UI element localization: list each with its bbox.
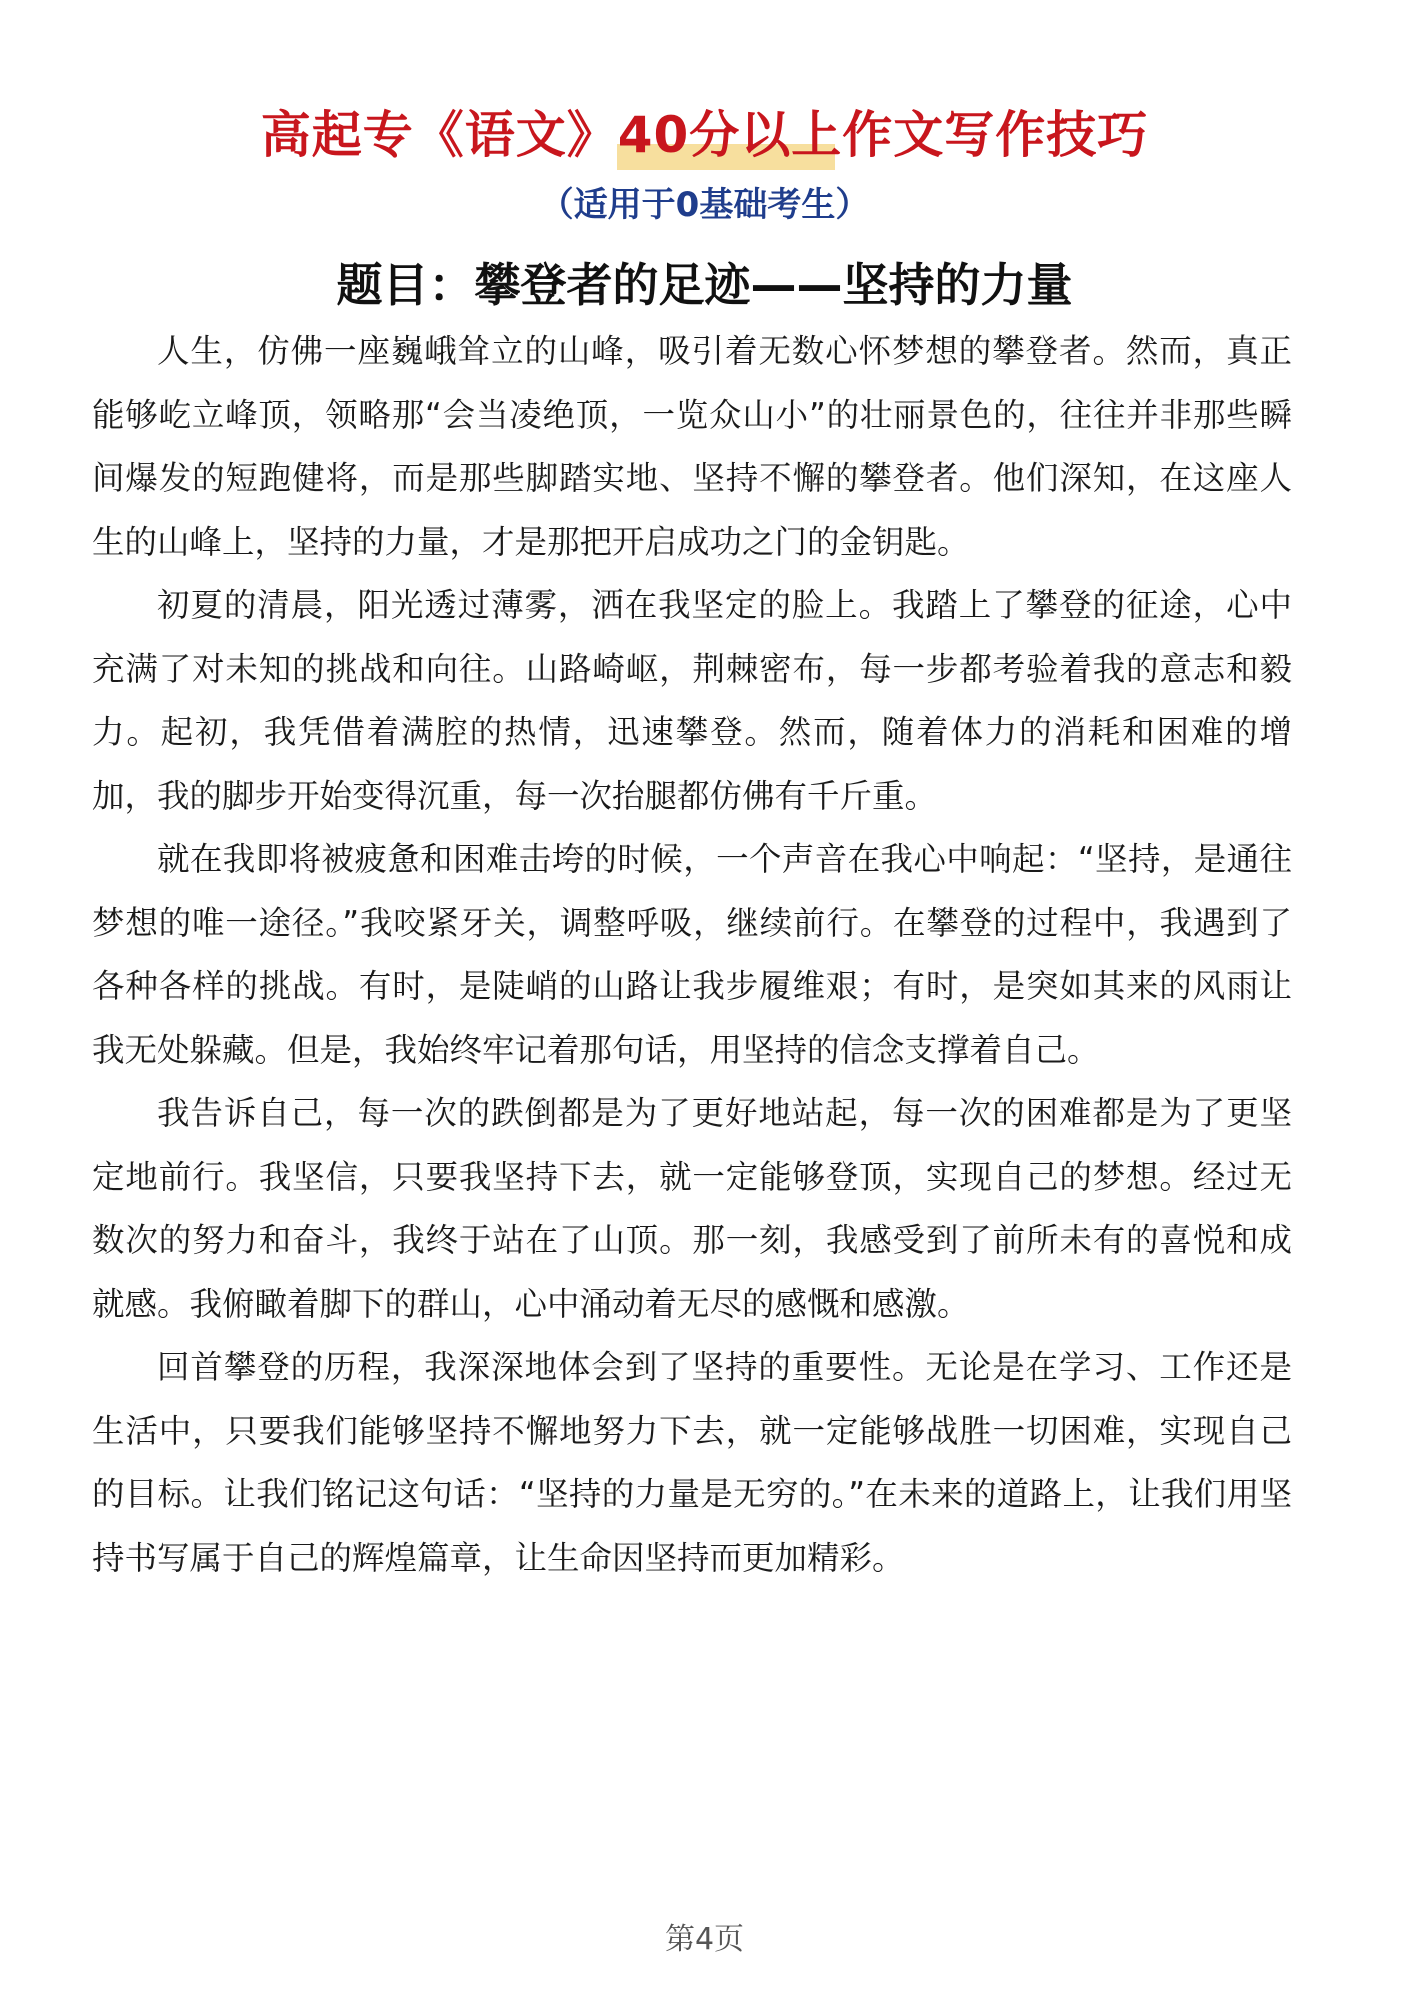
essay-title: 题目：攀登者的足迹——坚持的力量 [336,258,1073,312]
page-subtitle: （适用于0基础考生） [539,185,870,225]
page-number: 第4页 [664,1922,745,1957]
page-title-text: 高起专《语文》40分以上作文写作技巧 [260,106,1149,164]
page-title [0,100,1409,170]
essay-paragraph-3: 就在我即将被疲惫和困难击垮的时候，一个声音在我心中响起：“坚持，是通往梦想的唯一途径。”我咬紧牙关，调整呼吸，继续前行。在攀登的过程中，我遇到了各种各样的挑战。有时，是陡峭的山路让我步履维艰；有时，是突如其来的风雨让我无处躲藏。但是，我始终牢记着那句话，用坚持的信念支撑着自己。 [92,840,1292,1069]
essay-body [92,320,1292,1590]
essay-paragraph-4: 我告诉自己，每一次的跌倒都是为了更好地站起，每一次的困难都是为了更坚定地前行。我坚信，只要我坚持下去，就一定能够登顶，实现自己的梦想。经过无数次的努力和奋斗，我终于站在了山顶。那一刻，我感受到了前所未有的喜悦和成就感。我俯瞰着脚下的群山，心中涌动着无尽的感慨和感激。 [92,1094,1292,1323]
essay-paragraph-1: 人生，仿佛一座巍峨耸立的山峰，吸引着无数心怀梦想的攀登者。然而，真正能够屹立峰顶，领略那“会当凌绝顶，一览众山小”的壮丽景色的，往往并非那些瞬间爆发的短跑健将，而是那些脚踏实地、坚持不懈的攀登者。他们深知，在这座人生的山峰上，坚持的力量，才是那把开启成功之门的金钥匙。 [92,332,1292,561]
essay-paragraph-2: 初夏的清晨，阳光透过薄雾，洒在我坚定的脸上。我踏上了攀登的征途，心中充满了对未知的挑战和向往。山路崎岖，荆棘密布，每一步都考验着我的意志和毅力。起初，我凭借着满腔的热情，迅速攀登。然而，随着体力的消耗和困难的增加，我的脚步开始变得沉重，每一次抬腿都仿佛有千斤重。 [92,586,1292,815]
essay-paragraph-5: 回首攀登的历程，我深深地体会到了坚持的重要性。无论是在学习、工作还是生活中，只要我们能够坚持不懈地努力下去，就一定能够战胜一切困难，实现自己的目标。让我们铭记这句话：“坚持的力量是无穷的。”在未来的道路上，让我们用坚持书写属于自己的辉煌篇章，让生命因坚持而更加精彩。 [92,1348,1292,1577]
